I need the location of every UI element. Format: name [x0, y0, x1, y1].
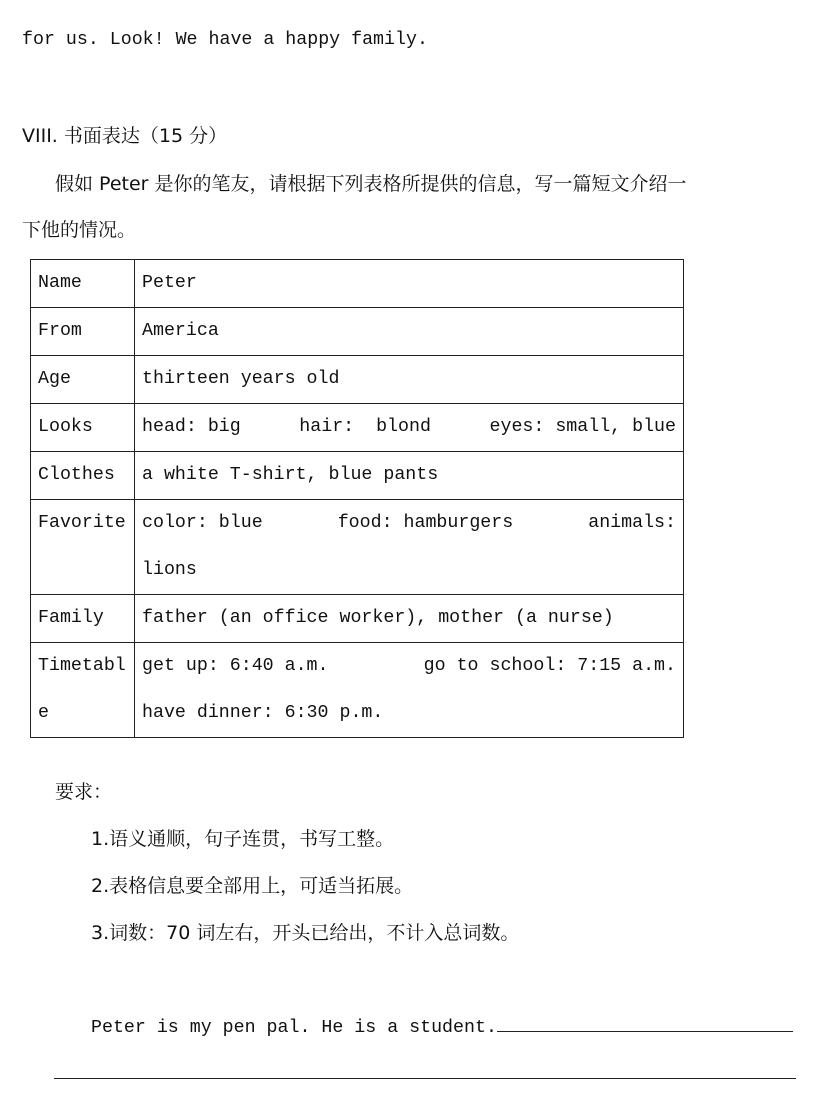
row-value [135, 643, 684, 738]
requirement-1: 1.语义通顺，句子连贯，书写工整。 [91, 828, 395, 850]
favorite-animals: animals: [588, 513, 676, 533]
table-row [31, 308, 684, 356]
table-row [31, 500, 684, 595]
prompt-line-2: 下他的情况。 [22, 219, 137, 241]
looks-hair: hair: blond [299, 417, 431, 437]
row-value: father (an office worker), mother (a nurse) [135, 595, 684, 643]
row-key: Age [31, 356, 135, 404]
requirement-3: 3.词数：70 词左右，开头已给出，不计入总词数。 [91, 922, 520, 944]
answer-start: Peter is my pen pal. He is a student. [91, 1018, 497, 1038]
row-key: Timetable [31, 643, 135, 738]
table-row [31, 595, 684, 643]
looks-eyes: eyes: small, blue [489, 417, 676, 437]
favorite-food: food: hamburgers [337, 513, 514, 533]
answer-first-line [91, 1013, 793, 1038]
prompt-line-1: 假如 Peter 是你的笔友，请根据下列表格所提供的信息，写一篇短文介绍一 [55, 173, 687, 195]
table-row [31, 260, 684, 308]
passage-tail: for us. Look! We have a happy family. [22, 30, 428, 50]
row-value [135, 500, 684, 595]
table-row [31, 452, 684, 500]
row-key: Looks [31, 404, 135, 452]
table-row [31, 356, 684, 404]
row-key: Family [31, 595, 135, 643]
table-row [31, 404, 684, 452]
row-value: America [135, 308, 684, 356]
favorite-animals-value: lions [142, 560, 197, 580]
row-key: From [31, 308, 135, 356]
looks-head: head: big [142, 417, 241, 437]
row-value: thirteen years old [135, 356, 684, 404]
requirement-2: 2.表格信息要全部用上，可适当拓展。 [91, 875, 414, 897]
row-key: Name [31, 260, 135, 308]
info-table [30, 259, 684, 738]
requirements-label: 要求： [55, 781, 113, 803]
timetable-getup: get up: 6:40 a.m. [142, 656, 329, 676]
row-key: Favorite [31, 500, 135, 595]
row-value: Peter [135, 260, 684, 308]
favorite-color: color: blue [142, 513, 263, 533]
section-title: VIII. 书面表达（15 分） [22, 125, 228, 147]
answer-blank[interactable] [497, 1013, 793, 1032]
timetable-dinner: have dinner: 6:30 p.m. [142, 703, 384, 723]
table-row [31, 643, 684, 738]
timetable-school: go to school: 7:15 a.m. [423, 656, 676, 676]
answer-blank-line[interactable] [54, 1060, 796, 1079]
row-value [135, 404, 684, 452]
row-value: a white T-shirt, blue pants [135, 452, 684, 500]
row-key: Clothes [31, 452, 135, 500]
